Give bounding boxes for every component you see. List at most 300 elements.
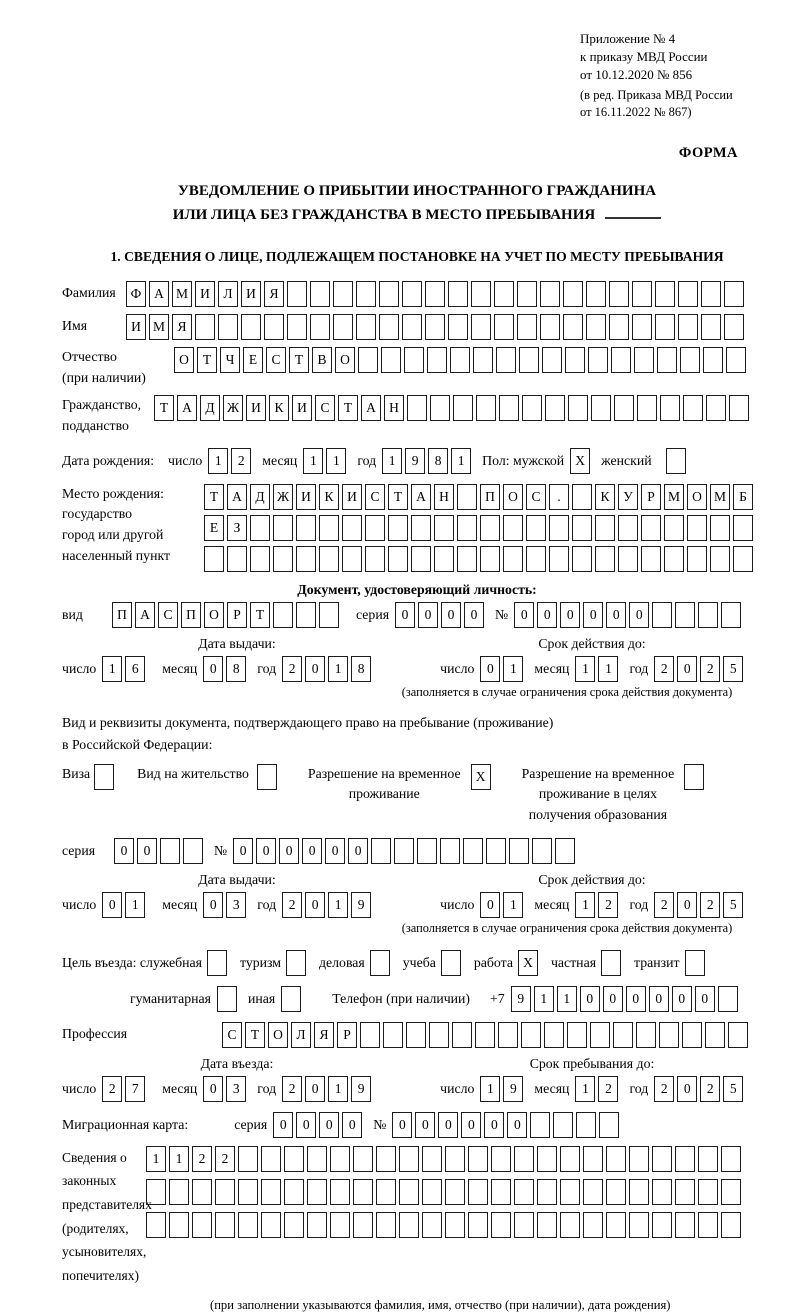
char-cell[interactable] bbox=[728, 1022, 748, 1048]
char-cell[interactable] bbox=[710, 546, 730, 572]
char-cell[interactable] bbox=[394, 838, 414, 864]
char-cell[interactable] bbox=[706, 395, 726, 421]
char-cell[interactable]: И bbox=[241, 281, 261, 307]
char-cell[interactable] bbox=[388, 515, 408, 541]
char-cell[interactable]: 0 bbox=[305, 892, 325, 918]
char-cell[interactable] bbox=[402, 314, 422, 340]
char-cell[interactable] bbox=[491, 1146, 511, 1172]
char-cell[interactable]: 6 bbox=[125, 656, 145, 682]
char-cell[interactable]: Н bbox=[434, 484, 454, 510]
char-cell[interactable] bbox=[710, 515, 730, 541]
char-cell[interactable]: 3 bbox=[226, 892, 246, 918]
char-cell[interactable] bbox=[264, 314, 284, 340]
char-cell[interactable] bbox=[698, 602, 718, 628]
char-cell[interactable] bbox=[183, 838, 203, 864]
char-cell[interactable] bbox=[599, 1112, 619, 1138]
char-cell[interactable] bbox=[281, 986, 301, 1012]
char-cell[interactable] bbox=[590, 1022, 610, 1048]
char-cell[interactable]: П bbox=[112, 602, 132, 628]
char-cell[interactable]: 1 bbox=[125, 892, 145, 918]
char-cell[interactable]: 0 bbox=[629, 602, 649, 628]
char-cell[interactable]: А bbox=[411, 484, 431, 510]
char-cell[interactable]: 1 bbox=[557, 986, 577, 1012]
char-cell[interactable] bbox=[549, 515, 569, 541]
char-cell[interactable]: 0 bbox=[273, 1112, 293, 1138]
char-cell[interactable]: 1 bbox=[503, 656, 523, 682]
char-cell[interactable] bbox=[618, 546, 638, 572]
char-cell[interactable] bbox=[606, 1212, 626, 1238]
char-cell[interactable] bbox=[379, 314, 399, 340]
char-cell[interactable] bbox=[655, 314, 675, 340]
char-cell[interactable] bbox=[606, 1146, 626, 1172]
char-cell[interactable] bbox=[514, 1146, 534, 1172]
char-cell[interactable]: М bbox=[710, 484, 730, 510]
char-cell[interactable] bbox=[422, 1212, 442, 1238]
char-cell[interactable] bbox=[365, 546, 385, 572]
char-cell[interactable] bbox=[560, 1146, 580, 1172]
char-cell[interactable]: М bbox=[664, 484, 684, 510]
char-cell[interactable] bbox=[383, 1022, 403, 1048]
char-cell[interactable] bbox=[572, 484, 592, 510]
char-cell[interactable]: 0 bbox=[438, 1112, 458, 1138]
char-cell[interactable]: 0 bbox=[464, 602, 484, 628]
char-cell[interactable]: 0 bbox=[415, 1112, 435, 1138]
char-cell[interactable] bbox=[169, 1212, 189, 1238]
char-cell[interactable]: 1 bbox=[382, 448, 402, 474]
char-cell[interactable]: И bbox=[246, 395, 266, 421]
char-cell[interactable] bbox=[509, 838, 529, 864]
char-cell[interactable] bbox=[632, 314, 652, 340]
char-cell[interactable] bbox=[678, 314, 698, 340]
char-cell[interactable]: 0 bbox=[507, 1112, 527, 1138]
char-cell[interactable] bbox=[376, 1179, 396, 1205]
char-cell[interactable] bbox=[698, 1179, 718, 1205]
char-cell[interactable] bbox=[729, 395, 749, 421]
char-cell[interactable]: 0 bbox=[606, 602, 626, 628]
char-cell[interactable] bbox=[496, 347, 516, 373]
char-cell[interactable] bbox=[494, 281, 514, 307]
char-cell[interactable]: 0 bbox=[603, 986, 623, 1012]
char-cell[interactable] bbox=[195, 314, 215, 340]
char-cell[interactable]: С bbox=[266, 347, 286, 373]
char-cell[interactable] bbox=[333, 314, 353, 340]
char-cell[interactable]: 2 bbox=[654, 892, 674, 918]
char-cell[interactable] bbox=[370, 950, 390, 976]
char-cell[interactable]: 0 bbox=[305, 656, 325, 682]
char-cell[interactable]: Я bbox=[314, 1022, 334, 1048]
char-cell[interactable]: 9 bbox=[351, 1076, 371, 1102]
char-cell[interactable]: 2 bbox=[282, 892, 302, 918]
char-cell[interactable]: 0 bbox=[461, 1112, 481, 1138]
char-cell[interactable]: Е bbox=[204, 515, 224, 541]
char-cell[interactable] bbox=[399, 1212, 419, 1238]
char-cell[interactable] bbox=[342, 546, 362, 572]
char-cell[interactable]: Ж bbox=[273, 484, 293, 510]
char-cell[interactable] bbox=[583, 1146, 603, 1172]
char-cell[interactable] bbox=[532, 838, 552, 864]
char-cell[interactable]: 2 bbox=[598, 1076, 618, 1102]
char-cell[interactable]: 8 bbox=[428, 448, 448, 474]
char-cell[interactable]: 9 bbox=[503, 1076, 523, 1102]
char-cell[interactable]: С bbox=[222, 1022, 242, 1048]
char-cell[interactable]: 2 bbox=[700, 656, 720, 682]
char-cell[interactable] bbox=[356, 314, 376, 340]
char-cell[interactable]: 1 bbox=[146, 1146, 166, 1172]
char-cell[interactable] bbox=[641, 546, 661, 572]
char-cell[interactable] bbox=[238, 1179, 258, 1205]
char-cell[interactable]: 0 bbox=[583, 602, 603, 628]
char-cell[interactable] bbox=[526, 546, 546, 572]
char-cell[interactable] bbox=[238, 1212, 258, 1238]
char-cell[interactable] bbox=[683, 395, 703, 421]
char-cell[interactable]: 1 bbox=[328, 656, 348, 682]
char-cell[interactable] bbox=[273, 546, 293, 572]
char-cell[interactable]: 1 bbox=[451, 448, 471, 474]
char-cell[interactable] bbox=[682, 1022, 702, 1048]
char-cell[interactable]: В bbox=[312, 347, 332, 373]
char-cell[interactable]: К bbox=[269, 395, 289, 421]
char-cell[interactable] bbox=[609, 281, 629, 307]
char-cell[interactable]: О bbox=[687, 484, 707, 510]
char-cell[interactable] bbox=[445, 1212, 465, 1238]
char-cell[interactable]: 9 bbox=[405, 448, 425, 474]
char-cell[interactable] bbox=[296, 602, 316, 628]
char-cell[interactable]: А bbox=[361, 395, 381, 421]
char-cell[interactable]: 0 bbox=[677, 1076, 697, 1102]
char-cell[interactable] bbox=[342, 515, 362, 541]
char-cell[interactable]: 9 bbox=[351, 892, 371, 918]
char-cell[interactable] bbox=[687, 546, 707, 572]
char-cell[interactable] bbox=[430, 395, 450, 421]
char-cell[interactable] bbox=[257, 764, 277, 790]
char-cell[interactable]: 2 bbox=[102, 1076, 122, 1102]
char-cell[interactable] bbox=[595, 515, 615, 541]
char-cell[interactable]: Р bbox=[641, 484, 661, 510]
char-cell[interactable] bbox=[567, 1022, 587, 1048]
char-cell[interactable]: И bbox=[342, 484, 362, 510]
char-cell[interactable] bbox=[376, 1212, 396, 1238]
char-cell[interactable] bbox=[160, 838, 180, 864]
char-cell[interactable]: 2 bbox=[215, 1146, 235, 1172]
char-cell[interactable] bbox=[94, 764, 114, 790]
char-cell[interactable]: О bbox=[204, 602, 224, 628]
char-cell[interactable] bbox=[215, 1212, 235, 1238]
char-cell[interactable] bbox=[445, 1146, 465, 1172]
char-cell[interactable] bbox=[319, 546, 339, 572]
char-cell[interactable] bbox=[365, 515, 385, 541]
char-cell[interactable] bbox=[611, 347, 631, 373]
char-cell[interactable]: 0 bbox=[114, 838, 134, 864]
char-cell[interactable] bbox=[540, 314, 560, 340]
char-cell[interactable]: О bbox=[503, 484, 523, 510]
char-cell[interactable] bbox=[284, 1212, 304, 1238]
char-cell[interactable]: Л bbox=[291, 1022, 311, 1048]
char-cell[interactable]: 2 bbox=[282, 656, 302, 682]
char-cell[interactable] bbox=[356, 281, 376, 307]
char-cell[interactable] bbox=[701, 314, 721, 340]
char-cell[interactable]: 2 bbox=[700, 1076, 720, 1102]
char-cell[interactable] bbox=[560, 1212, 580, 1238]
char-cell[interactable] bbox=[146, 1179, 166, 1205]
char-cell[interactable] bbox=[448, 314, 468, 340]
char-cell[interactable]: М bbox=[149, 314, 169, 340]
char-cell[interactable]: 0 bbox=[203, 892, 223, 918]
char-cell[interactable] bbox=[468, 1146, 488, 1172]
char-cell[interactable]: 0 bbox=[626, 986, 646, 1012]
char-cell[interactable] bbox=[636, 1022, 656, 1048]
char-cell[interactable] bbox=[687, 515, 707, 541]
char-cell[interactable] bbox=[576, 1112, 596, 1138]
char-cell[interactable]: Д bbox=[250, 484, 270, 510]
char-cell[interactable] bbox=[333, 281, 353, 307]
char-cell[interactable] bbox=[701, 281, 721, 307]
char-cell[interactable]: 0 bbox=[649, 986, 669, 1012]
char-cell[interactable] bbox=[560, 1179, 580, 1205]
char-cell[interactable] bbox=[319, 602, 339, 628]
char-cell[interactable] bbox=[250, 546, 270, 572]
char-cell[interactable]: Л bbox=[218, 281, 238, 307]
char-cell[interactable] bbox=[330, 1212, 350, 1238]
char-cell[interactable] bbox=[503, 546, 523, 572]
char-cell[interactable]: 0 bbox=[319, 1112, 339, 1138]
char-cell[interactable]: 2 bbox=[654, 656, 674, 682]
char-cell[interactable] bbox=[634, 347, 654, 373]
char-cell[interactable]: 0 bbox=[392, 1112, 412, 1138]
char-cell[interactable] bbox=[406, 1022, 426, 1048]
char-cell[interactable]: 1 bbox=[480, 1076, 500, 1102]
char-cell[interactable] bbox=[517, 314, 537, 340]
char-cell[interactable] bbox=[307, 1212, 327, 1238]
char-cell[interactable] bbox=[698, 1146, 718, 1172]
char-cell[interactable] bbox=[480, 546, 500, 572]
char-cell[interactable] bbox=[381, 347, 401, 373]
char-cell[interactable] bbox=[685, 950, 705, 976]
char-cell[interactable]: А bbox=[135, 602, 155, 628]
char-cell[interactable] bbox=[146, 1212, 166, 1238]
char-cell[interactable] bbox=[705, 1022, 725, 1048]
char-cell[interactable] bbox=[296, 546, 316, 572]
char-cell[interactable]: С bbox=[365, 484, 385, 510]
char-cell[interactable]: Я bbox=[264, 281, 284, 307]
char-cell[interactable] bbox=[261, 1179, 281, 1205]
char-cell[interactable]: 0 bbox=[395, 602, 415, 628]
char-cell[interactable] bbox=[261, 1146, 281, 1172]
char-cell[interactable]: О bbox=[335, 347, 355, 373]
char-cell[interactable]: Я bbox=[172, 314, 192, 340]
char-cell[interactable] bbox=[721, 1179, 741, 1205]
char-cell[interactable] bbox=[310, 314, 330, 340]
char-cell[interactable] bbox=[379, 281, 399, 307]
char-cell[interactable] bbox=[250, 515, 270, 541]
char-cell[interactable]: К bbox=[595, 484, 615, 510]
char-cell[interactable] bbox=[613, 1022, 633, 1048]
char-cell[interactable]: Т bbox=[245, 1022, 265, 1048]
char-cell[interactable]: А bbox=[177, 395, 197, 421]
char-cell[interactable] bbox=[284, 1179, 304, 1205]
char-cell[interactable] bbox=[468, 1179, 488, 1205]
char-cell[interactable] bbox=[287, 281, 307, 307]
char-cell[interactable]: Ж bbox=[223, 395, 243, 421]
char-cell[interactable] bbox=[404, 347, 424, 373]
char-cell[interactable] bbox=[664, 515, 684, 541]
char-cell[interactable]: 5 bbox=[723, 656, 743, 682]
char-cell[interactable] bbox=[572, 515, 592, 541]
char-cell[interactable]: И bbox=[195, 281, 215, 307]
char-cell[interactable] bbox=[526, 515, 546, 541]
char-cell[interactable]: 2 bbox=[654, 1076, 674, 1102]
char-cell[interactable] bbox=[537, 1179, 557, 1205]
char-cell[interactable] bbox=[411, 546, 431, 572]
char-cell[interactable]: 5 bbox=[723, 892, 743, 918]
char-cell[interactable] bbox=[429, 1022, 449, 1048]
char-cell[interactable] bbox=[273, 515, 293, 541]
char-cell[interactable]: Б bbox=[733, 484, 753, 510]
char-cell[interactable] bbox=[519, 347, 539, 373]
char-cell[interactable] bbox=[217, 986, 237, 1012]
char-cell[interactable] bbox=[494, 314, 514, 340]
char-cell[interactable] bbox=[540, 281, 560, 307]
char-cell[interactable]: 0 bbox=[560, 602, 580, 628]
char-cell[interactable] bbox=[629, 1212, 649, 1238]
char-cell[interactable] bbox=[549, 546, 569, 572]
char-cell[interactable]: У bbox=[618, 484, 638, 510]
char-cell[interactable] bbox=[388, 546, 408, 572]
char-cell[interactable] bbox=[721, 1146, 741, 1172]
char-cell[interactable] bbox=[572, 546, 592, 572]
char-cell[interactable] bbox=[453, 395, 473, 421]
char-cell[interactable] bbox=[296, 515, 316, 541]
char-cell[interactable] bbox=[684, 764, 704, 790]
char-cell[interactable] bbox=[284, 1146, 304, 1172]
char-cell[interactable]: 0 bbox=[441, 602, 461, 628]
char-cell[interactable] bbox=[227, 546, 247, 572]
char-cell[interactable]: З bbox=[227, 515, 247, 541]
char-cell[interactable] bbox=[659, 1022, 679, 1048]
char-cell[interactable]: П bbox=[480, 484, 500, 510]
char-cell[interactable] bbox=[491, 1212, 511, 1238]
char-cell[interactable] bbox=[307, 1179, 327, 1205]
char-cell[interactable] bbox=[629, 1179, 649, 1205]
char-cell[interactable] bbox=[434, 546, 454, 572]
char-cell[interactable]: 1 bbox=[503, 892, 523, 918]
char-cell[interactable] bbox=[555, 838, 575, 864]
char-cell[interactable] bbox=[422, 1146, 442, 1172]
char-cell[interactable]: А bbox=[149, 281, 169, 307]
char-cell[interactable] bbox=[618, 515, 638, 541]
char-cell[interactable]: X bbox=[471, 764, 491, 790]
char-cell[interactable] bbox=[733, 546, 753, 572]
char-cell[interactable] bbox=[606, 1179, 626, 1205]
char-cell[interactable]: Т bbox=[289, 347, 309, 373]
char-cell[interactable]: 0 bbox=[102, 892, 122, 918]
char-cell[interactable] bbox=[583, 1179, 603, 1205]
char-cell[interactable]: Т bbox=[250, 602, 270, 628]
char-cell[interactable]: Т bbox=[197, 347, 217, 373]
char-cell[interactable]: 0 bbox=[672, 986, 692, 1012]
char-cell[interactable] bbox=[192, 1179, 212, 1205]
char-cell[interactable] bbox=[588, 347, 608, 373]
char-cell[interactable] bbox=[445, 1179, 465, 1205]
char-cell[interactable] bbox=[586, 314, 606, 340]
char-cell[interactable]: 0 bbox=[480, 656, 500, 682]
char-cell[interactable]: 0 bbox=[325, 838, 345, 864]
char-cell[interactable]: М bbox=[172, 281, 192, 307]
char-cell[interactable] bbox=[471, 314, 491, 340]
char-cell[interactable] bbox=[498, 1022, 518, 1048]
char-cell[interactable] bbox=[521, 1022, 541, 1048]
char-cell[interactable] bbox=[425, 281, 445, 307]
char-cell[interactable] bbox=[514, 1212, 534, 1238]
char-cell[interactable] bbox=[417, 838, 437, 864]
char-cell[interactable] bbox=[537, 1212, 557, 1238]
char-cell[interactable] bbox=[678, 281, 698, 307]
char-cell[interactable] bbox=[215, 1179, 235, 1205]
char-cell[interactable] bbox=[721, 602, 741, 628]
char-cell[interactable]: Т bbox=[204, 484, 224, 510]
char-cell[interactable]: X bbox=[570, 448, 590, 474]
char-cell[interactable]: А bbox=[227, 484, 247, 510]
char-cell[interactable]: 1 bbox=[575, 656, 595, 682]
char-cell[interactable] bbox=[463, 838, 483, 864]
char-cell[interactable] bbox=[286, 950, 306, 976]
char-cell[interactable] bbox=[652, 602, 672, 628]
char-cell[interactable] bbox=[238, 1146, 258, 1172]
char-cell[interactable] bbox=[499, 395, 519, 421]
char-cell[interactable] bbox=[330, 1179, 350, 1205]
char-cell[interactable]: 2 bbox=[282, 1076, 302, 1102]
char-cell[interactable]: 1 bbox=[598, 656, 618, 682]
char-cell[interactable] bbox=[680, 347, 700, 373]
char-cell[interactable]: 0 bbox=[677, 656, 697, 682]
char-cell[interactable] bbox=[452, 1022, 472, 1048]
char-cell[interactable] bbox=[652, 1179, 672, 1205]
char-cell[interactable] bbox=[632, 281, 652, 307]
char-cell[interactable] bbox=[522, 395, 542, 421]
char-cell[interactable] bbox=[440, 838, 460, 864]
char-cell[interactable]: О bbox=[174, 347, 194, 373]
char-cell[interactable] bbox=[330, 1146, 350, 1172]
char-cell[interactable] bbox=[666, 448, 686, 474]
char-cell[interactable] bbox=[545, 395, 565, 421]
char-cell[interactable] bbox=[733, 515, 753, 541]
char-cell[interactable]: 2 bbox=[598, 892, 618, 918]
char-cell[interactable] bbox=[718, 986, 738, 1012]
char-cell[interactable] bbox=[544, 1022, 564, 1048]
char-cell[interactable] bbox=[273, 602, 293, 628]
char-cell[interactable]: И bbox=[126, 314, 146, 340]
char-cell[interactable]: 0 bbox=[480, 892, 500, 918]
char-cell[interactable]: Р bbox=[227, 602, 247, 628]
char-cell[interactable]: 1 bbox=[208, 448, 228, 474]
char-cell[interactable] bbox=[514, 1179, 534, 1205]
char-cell[interactable] bbox=[475, 1022, 495, 1048]
char-cell[interactable] bbox=[568, 395, 588, 421]
char-cell[interactable]: 0 bbox=[279, 838, 299, 864]
char-cell[interactable] bbox=[310, 281, 330, 307]
char-cell[interactable]: 1 bbox=[326, 448, 346, 474]
char-cell[interactable]: С bbox=[315, 395, 335, 421]
char-cell[interactable] bbox=[503, 515, 523, 541]
char-cell[interactable] bbox=[399, 1179, 419, 1205]
char-cell[interactable] bbox=[434, 515, 454, 541]
char-cell[interactable] bbox=[652, 1212, 672, 1238]
char-cell[interactable]: 1 bbox=[102, 656, 122, 682]
char-cell[interactable]: X bbox=[518, 950, 538, 976]
char-cell[interactable] bbox=[530, 1112, 550, 1138]
char-cell[interactable]: . bbox=[549, 484, 569, 510]
char-cell[interactable]: 2 bbox=[700, 892, 720, 918]
char-cell[interactable] bbox=[218, 314, 238, 340]
